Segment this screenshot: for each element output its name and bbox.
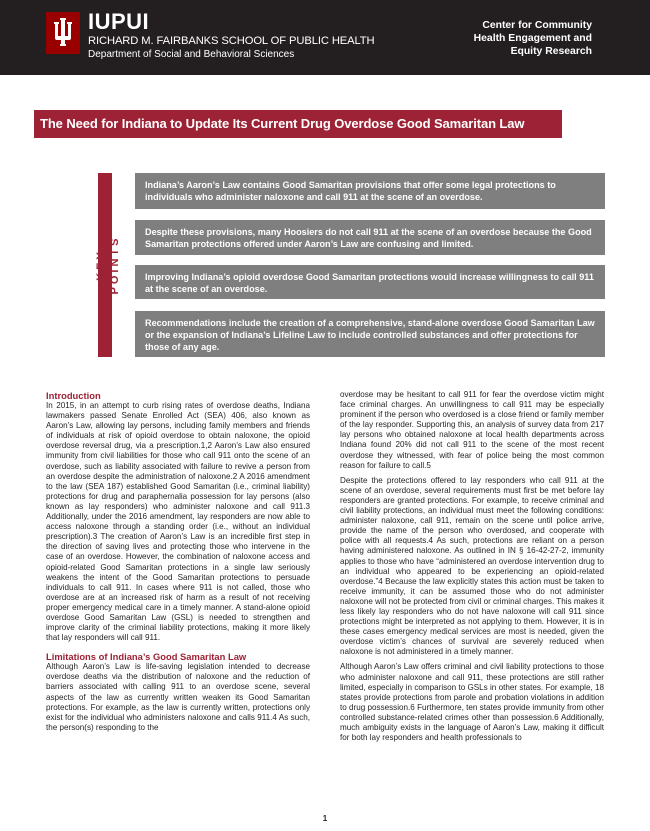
intro-paragraph: In 2015, in an attempt to curb rising rates of overdose deaths, Indiana lawmakers passed Senate Enrolled Act (SEA) 406, also known as Aaron’s Law, allowing lay persons, including family members and friends of individuals at risk of opioid overdose to obtain naloxone, the opioid overdose reversal drug, via a prescription.1,2 Aaron’s Law also ensured immunity from civil liabilities for those who call 911 onto the scene of an overdose, such as liability associated with failure to revive a person from an overdose despite the administration of naloxone.2 A 2016 amendment to the law (SEA 187) established Good Samaritan (i.e., criminal liability) protections for drug and paraphernalia possession for lay persons (also known as lay responders) who administer naloxone and call 911.3 Additionally, under the 2016 amendment, lay responders are now able to access naloxone through a standing order (i.e., without an individual prescription).3 The creation of Aaron’s Law is an incredible first step in the direction of saving lives and protecting those who intervene in the case of an overdose. However, the combination of naloxone access and opioid-related Good Samaritan protections in a single law seriously weakens the intent of the Good Samaritan protections to persuade individuals to call 911. In cases where 911 is not called, those who overdose are at an increased risk of harm as a result of not receiving proper emergency medical care in a timely manner. A stand-alone opioid overdose Good Samaritan Law (GSL) is needed to strengthen and improve clarity of the criminal liability protections, making it more likely that lay responders will call 911. (46, 401, 310, 643)
department-name: Department of Social and Behavioral Sciences (88, 49, 295, 60)
intro-heading: Introduction (46, 390, 101, 401)
key-point-4: Recommendations include the creation of a comprehensive, stand-alone overdose Good Samaritan Law or the expansion of Indiana’s Lifeline Law to include controlled substances and offer protections for those of any age. (135, 311, 605, 357)
document-title: The Need for Indiana to Update Its Current Drug Overdose Good Samaritan Law (34, 110, 562, 138)
left-column (46, 390, 310, 738)
key-point-1: Indiana’s Aaron’s Law contains Good Samaritan provisions that offer some legal protections to individuals who administer naloxone and call 911 at the scene of an overdose. (135, 173, 605, 209)
key-point-2: Despite these provisions, many Hoosiers do not call 911 at the scene of an overdose because the Good Samaritan protections offered under Aaron’s Law are confusing and limited. (135, 220, 605, 255)
center-name (474, 19, 592, 58)
brand-block (88, 11, 375, 61)
center-name-line1: Center for Community (482, 20, 592, 31)
center-name-line3: Equity Research (510, 46, 592, 57)
key-point-3: Improving Indiana’s opioid overdose Good Samaritan protections would increase willingness to call 911 at the scene of an overdose. (135, 265, 605, 299)
trident-icon (53, 18, 73, 48)
key-points-label: KEY POINTS (95, 235, 121, 295)
right-column (340, 390, 604, 748)
page-number: 1 (322, 814, 328, 823)
school-name: RICHARD M. FAIRBANKS SCHOOL OF PUBLIC HEALTH (88, 35, 375, 47)
page-header (0, 0, 650, 75)
right-paragraph-3: Although Aaron’s Law offers criminal and civil liability protections to those who administer naloxone and call 911, these protections are still rather limited, especially in comparison to GSLs in other states. For example, 18 states provide protections from parole and probation violations in addition to drug possession.6 Furthermore, ten states provide immunity from other controlled substance-related crimes other than possession.6 Additionally, much ambiguity exists in the language of Aaron’s Law, making it difficult for both lay responders and health professionals to (340, 662, 604, 743)
right-paragraph-1: overdose may be hesitant to call 911 for fear the overdose victim might face criminal charges. An unwillingness to call 911 may be especially prominent if the person who overdosed is a close friend or family member of the lay responder. Supporting this, an analysis of survey data from 217 lay persons who obtained naloxone at local health departments across Indiana found 20% did not call 911 to the scene of the most recent overdose they witnessed, with fear of police being the most common reason for failure to call.5 (340, 390, 604, 470)
brand-name: IUPUI (88, 9, 150, 34)
iu-trident-logo (46, 12, 80, 54)
right-paragraph-2: Despite the protections offered to lay responders who call 911 at the scene of an overdose, several requirements must first be met before lay responders are granted protections. For example, to receive criminal and civil liability protections, an individual must meet the following conditions: administer naloxone, call 911, remain on the scene until police arrive, provide the name of the person who overdosed, and cooperate with police with all requests.4 As such, protections are reliant on a person having administered naloxone. As outlined in IN § 16-42-27-2, immunity applies to those who have “administered an overdose intervention drug to an individual who appeared to be experiencing an opioid-related overdose.”4 Because the law explicitly states this action must be taken to receive immunity, it can be assumed those who do not administer naloxone will not be protected from civil or criminal charges. This makes it less likely lay responders who do not have naloxone will call 911 since protections might be interpreted as not applying to them. However, it is in these cases emergency medical services are most is needed, given the overdose victim’s chances of survival are severely reduced when naloxone is not administered in a timely manner. (340, 475, 604, 657)
limitations-heading: Limitations of Indiana’s Good Samaritan Law (46, 651, 247, 663)
limitations-paragraph: Although Aaron’s Law is life-saving legislation intended to decrease overdose deaths via the distribution of naloxone and the reduction of barriers associated with calling 911 to an overdose scene, several aspects of the law as currently written weaken its Good Samaritan protections. For example, as the law is currently written, protections only exist for the individual who administers naloxone and calls 911.4 As such, the person(s) responding to the (46, 662, 310, 732)
center-name-line2: Health Engagement and (473, 33, 592, 44)
